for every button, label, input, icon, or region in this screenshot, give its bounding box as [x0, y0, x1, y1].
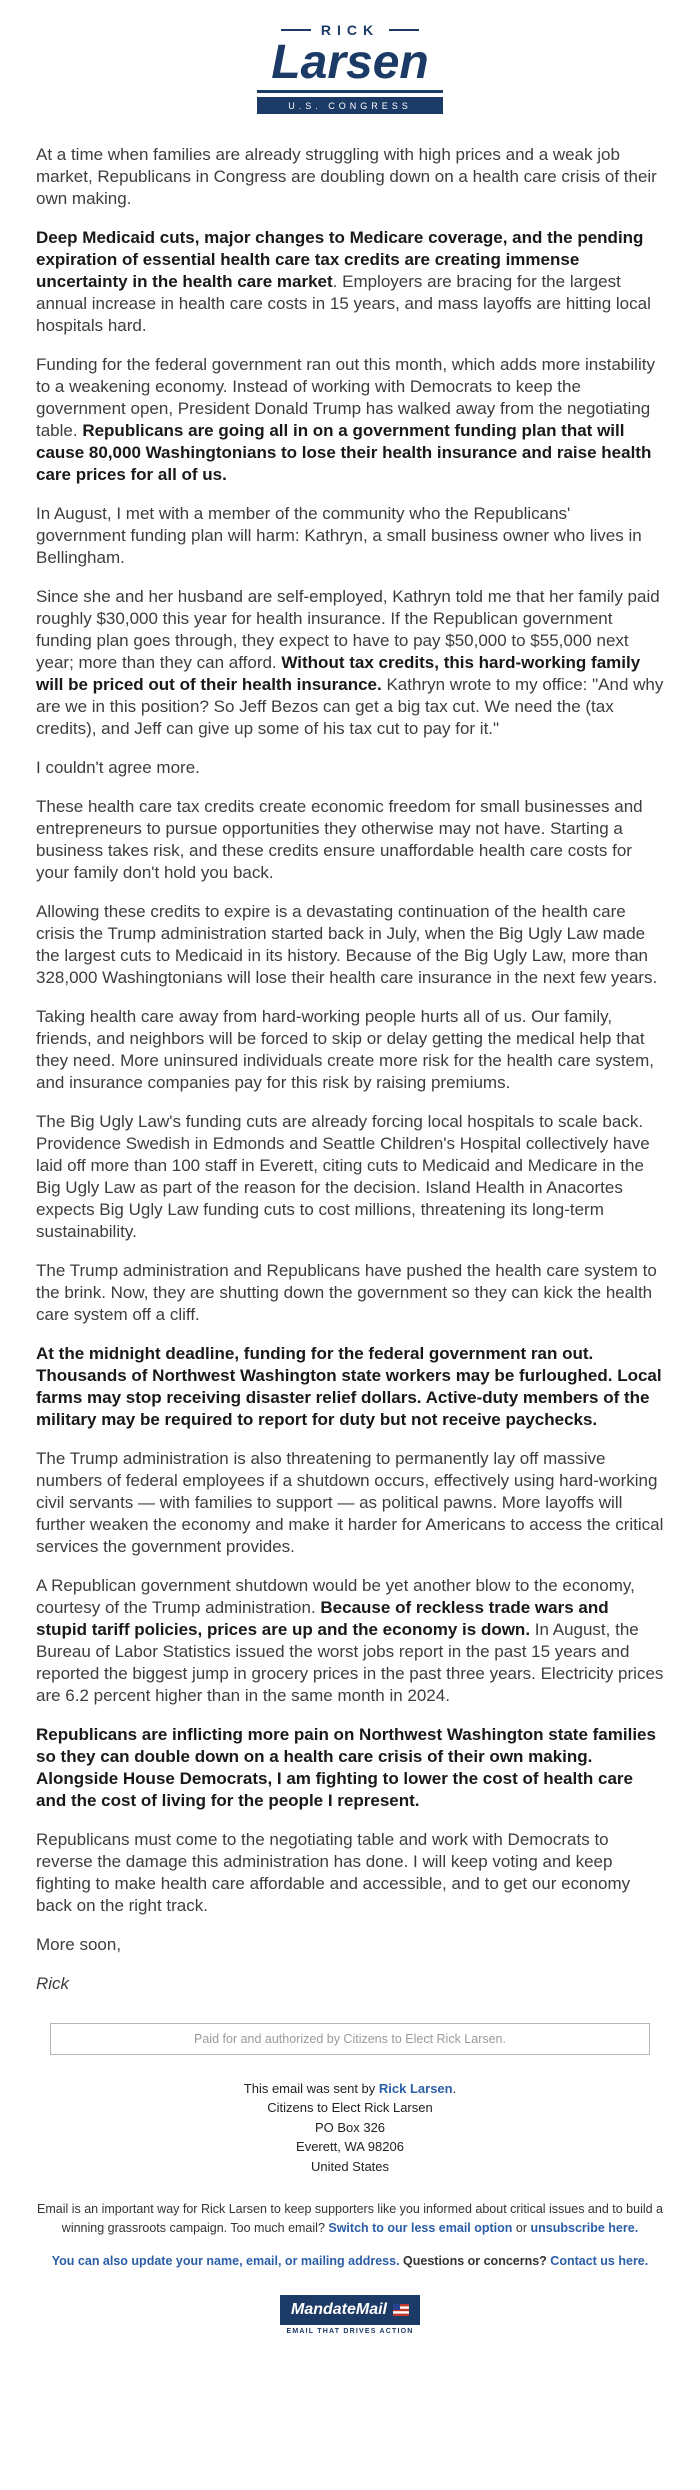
paragraph [36, 1006, 664, 1094]
paragraph [36, 1724, 664, 1812]
text-run: Questions or concerns? [399, 2253, 551, 2268]
paragraph [36, 1448, 664, 1558]
text-run: Republicans are going all in on a government funding plan that will cause 80,000 Washingtonians to lose their health insurance and raise health care prices for all of us. [36, 420, 652, 484]
text-run: The Trump administration and Republicans have pushed the health care system to the brink. Now, they are shutting down the government so they can kick the health care system off a cliff. [36, 1260, 657, 1324]
paragraph [36, 1111, 664, 1243]
paid-for-disclaimer: Paid for and authorized by Citizens to Elect Rick Larsen. [50, 2023, 650, 2055]
sender-block [0, 2079, 700, 2177]
text-run: Email is an important way for Rick Larsen to keep supporters like you informed about critical issues and to build a winning grassroots campaign. Too much email? [37, 2202, 663, 2236]
sender-address [0, 2098, 700, 2176]
text-run: Without tax credits, this hard-working family will be priced out of their health insurance. [36, 652, 641, 694]
paragraph [36, 1934, 664, 1956]
footer-link[interactable]: Contact us here. [550, 2253, 649, 2268]
text-run: Because of reckless trade wars and stupid tariff policies, prices are up and the economy is down. [36, 1597, 609, 1639]
text-run: Taking health care away from hard-working people hurts all of us. Our family, friends, and neighbors will be forced to skip or delay getting the medical help that they need. More uninsured individuals create more risk for the health care system, and insurance companies pay for this risk by raising premiums. [36, 1006, 654, 1092]
paragraph [36, 1260, 664, 1326]
text-run: A Republican government shutdown would be yet another blow to the economy, courtesy of the Trump administration. [36, 1575, 635, 1617]
footer-link[interactable]: unsubscribe here. [530, 2221, 639, 2236]
update-contact-line [30, 2252, 670, 2271]
footer-link[interactable]: You can also update your name, email, or mailing address. [51, 2253, 400, 2268]
paragraph [36, 227, 664, 337]
paragraph [36, 354, 664, 486]
text-run: At a time when families are already struggling with high prices and a weak job market, Republicans in Congress are doubling down on a health care crisis of their own making. [36, 144, 657, 208]
email-preferences-text [30, 2200, 670, 2238]
text-run: Allowing these credits to expire is a devastating continuation of the health care crisis the Trump administration started back in July, when the Big Ugly Law made the largest cuts to Medicaid in its history. Because of the Big Ugly Law, more than 328,000 Washingtonians will lose their health care insurance in the next few years. [36, 901, 658, 987]
paragraph [36, 144, 664, 210]
text-run: Republicans must come to the negotiating table and work with Democrats to reverse the damage this administration has done. I will keep voting and keep fighting to make health care affordable and accessible, and to get our economy back on the right track. [36, 1829, 631, 1915]
sent-by-line [0, 2079, 700, 2099]
text-run: The Trump administration is also threatening to permanently lay off massive numbers of federal employees if a shutdown occurs, effectively using hard-working civil servants — with families to support — as political pawns. More layoffs will further weaken the economy and make it harder for Americans to access the critical services the government provides. [36, 1448, 664, 1556]
paragraph [36, 503, 664, 569]
text-run: . [452, 2080, 457, 2096]
text-run: . Employers are bracing for the largest annual increase in health care costs in 15 years, and mass layoffs are hitting local hospitals hard. [36, 271, 651, 335]
text-run: Kathryn wrote to my office: "And why are we in this position? So Jeff Bezos can get a big tax cut. We need the (tax credits), and Jeff can give up some of his tax cut to pay for it." [36, 674, 664, 738]
campaign-logo [0, 22, 700, 114]
address-line: PO Box 326 [314, 2119, 386, 2135]
mandatemail-logo-box [280, 2295, 420, 2325]
text-run: Rick [36, 1973, 70, 1993]
paragraph [36, 1973, 664, 1995]
mandatemail-logo [280, 2295, 420, 2335]
text-run: In August, the Bureau of Labor Statistics issued the worst jobs report in the past 15 years and reported the biggest jump in grocery prices in the past three years. Electricity prices are 6.2 percent higher than in the same month in 2024. [36, 1619, 664, 1705]
text-run: More soon, [36, 1934, 122, 1954]
text-run: The Big Ugly Law's funding cuts are already forcing local hospitals to scale back. Providence Swedish in Edmonds and Seattle Children's Hospital collectively have laid off more than 100 staff in Everett, citing cuts to Medicaid and Medicare in the Big Ugly Law as part of the reason for the decision. Island Health in Anacortes expects Big Ugly Law funding cuts to cost millions, threatening its long-term sustainability. [36, 1111, 650, 1241]
text-run: Funding for the federal government ran out this month, which adds more instability to a weakening economy. Instead of working with Democrats to keep the government open, President Donald Trump has walked away from the negotiating table. [36, 354, 655, 440]
paragraph [36, 757, 664, 779]
logo-left-rule [281, 29, 311, 31]
text-run: In August, I met with a member of the community who the Republicans' government funding plan will harm: Kathryn, a small business owner who lives in Bellingham. [36, 503, 642, 567]
text-run: or [512, 2221, 531, 2236]
mandatemail-wordmark: MandateMail [290, 2300, 387, 2318]
logo-first-name: RICK [320, 22, 380, 38]
footer-link[interactable]: Switch to our less email option [328, 2221, 513, 2236]
paragraph [36, 1575, 664, 1707]
text-run: At the midnight deadline, funding for the federal government ran out. Thousands of Northwest Washington state workers may be furloughed. Local farms may stop receiving disaster relief dollars. Active-duty members of the military may be required to report for duty but not receive paychecks. [36, 1343, 662, 1429]
address-line: United States [310, 2158, 390, 2174]
logo-right-rule [389, 29, 419, 31]
paragraph [36, 796, 664, 884]
paragraph [36, 586, 664, 740]
paragraph [36, 901, 664, 989]
logo-last-name: Larsen [271, 36, 429, 89]
mandatemail-flag-icon [393, 2304, 409, 2316]
text-run: This email was sent by [243, 2080, 379, 2096]
text-run: Deep Medicaid cuts, major changes to Medicare coverage, and the pending expiration of essential health care tax credits are creating immense uncertainty in the health care market [36, 227, 644, 291]
paragraph [36, 1343, 664, 1431]
footer-link[interactable]: Rick Larsen [378, 2080, 453, 2096]
address-line: Everett, WA 98206 [296, 2139, 404, 2155]
logo-underline [257, 90, 443, 93]
mandatemail-tagline: EMAIL THAT DRIVES ACTION [286, 2327, 414, 2335]
logo-congress-banner: U.S. CONGRESS [257, 97, 443, 114]
address-line: Citizens to Elect Rick Larsen [267, 2100, 433, 2116]
text-run: These health care tax credits create economic freedom for small businesses and entrepreneurs to pursue opportunities they otherwise may not have. Starting a business takes risk, and these credits ensure unaffordable health care costs for your family don't hold you back. [36, 796, 643, 882]
text-run: Since she and her husband are self-employed, Kathryn told me that her family paid roughly $30,000 this year for health insurance. If the Republican government funding plan goes through, they expect to have to pay $50,000 to $55,000 next year; more than they can afford. [36, 586, 660, 672]
letter-body [0, 144, 700, 1995]
text-run: Republicans are inflicting more pain on Northwest Washington state families so they can double down on a health care crisis of their own making. Alongside House Democrats, I am fighting to lower the cost of health care and the cost of living for the people I represent. [36, 1724, 656, 1810]
text-run: I couldn't agree more. [36, 757, 200, 777]
paragraph [36, 1829, 664, 1917]
